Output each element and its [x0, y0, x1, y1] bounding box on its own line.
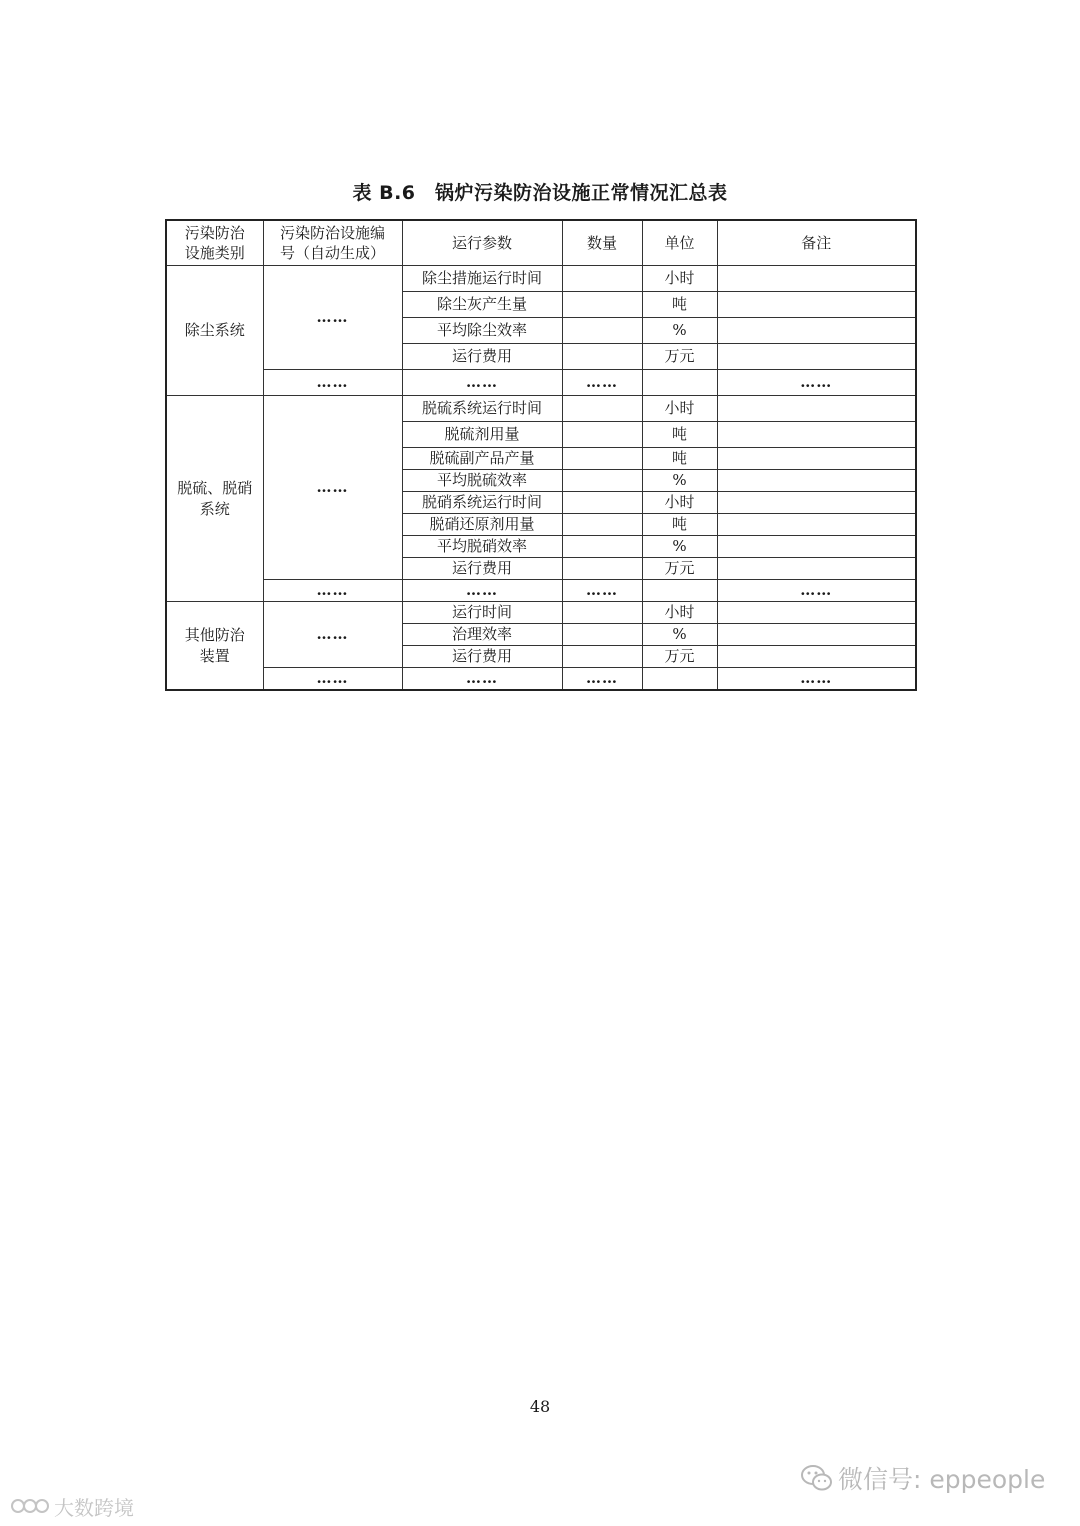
param-cell: 平均脱硫效率: [402, 470, 562, 492]
header-category: 污染防治设施类别: [166, 220, 263, 266]
code-cell: ……: [263, 668, 402, 691]
table-title: 表 B.6 锅炉污染防治设施正常情况汇总表: [352, 182, 728, 204]
unit-cell: [642, 668, 717, 691]
unit-cell: 万元: [642, 558, 717, 580]
table-row: [166, 266, 916, 292]
note-cell: ……: [717, 370, 916, 396]
param-cell: ……: [402, 580, 562, 602]
page-number: 48: [529, 1397, 551, 1416]
note-cell: [717, 396, 916, 422]
note-cell: ……: [717, 668, 916, 691]
header-note: 备注: [717, 220, 916, 266]
qty-cell: [562, 602, 642, 624]
note-cell: [717, 602, 916, 624]
bubble-icon: [10, 1494, 50, 1518]
header-qty: 数量: [562, 220, 642, 266]
unit-cell: 吨: [642, 292, 717, 318]
note-cell: [717, 344, 916, 370]
code-other: ……: [263, 602, 402, 668]
note-cell: [717, 492, 916, 514]
table-row: [166, 602, 916, 624]
code-desulf: ……: [263, 396, 402, 580]
qty-cell: [562, 448, 642, 470]
table-row-ellipsis: [166, 668, 916, 691]
unit-cell: 小时: [642, 492, 717, 514]
qty-cell: [562, 558, 642, 580]
summary-table-container: [165, 219, 915, 691]
param-cell: 脱硫副产品产量: [402, 448, 562, 470]
table-header-row: [166, 220, 916, 266]
qty-cell: [562, 536, 642, 558]
unit-cell: 吨: [642, 422, 717, 448]
code-cell: ……: [263, 580, 402, 602]
unit-cell: 小时: [642, 266, 717, 292]
qty-cell: [562, 514, 642, 536]
param-cell: 除尘灰产生量: [402, 292, 562, 318]
note-cell: [717, 318, 916, 344]
qty-cell: [562, 624, 642, 646]
unit-cell: 小时: [642, 396, 717, 422]
note-cell: [717, 624, 916, 646]
summary-table: [165, 219, 917, 691]
param-cell: 运行费用: [402, 646, 562, 668]
unit-cell: 小时: [642, 602, 717, 624]
table-row: [166, 396, 916, 422]
qty-cell: [562, 292, 642, 318]
unit-cell: %: [642, 470, 717, 492]
unit-cell: [642, 370, 717, 396]
table-row-ellipsis: [166, 580, 916, 602]
param-cell: 平均除尘效率: [402, 318, 562, 344]
note-cell: ……: [717, 580, 916, 602]
wechat-watermark-text: 微信号: eppeople: [838, 1465, 1046, 1494]
code-dust: ……: [263, 266, 402, 370]
note-cell: [717, 558, 916, 580]
note-cell: [717, 514, 916, 536]
wechat-icon: [800, 1463, 834, 1493]
param-cell: 脱硫剂用量: [402, 422, 562, 448]
param-cell: ……: [402, 370, 562, 396]
table-row-ellipsis: [166, 370, 916, 396]
note-cell: [717, 646, 916, 668]
param-cell: ……: [402, 668, 562, 691]
qty-cell: ……: [562, 668, 642, 691]
note-cell: [717, 536, 916, 558]
unit-cell: 万元: [642, 646, 717, 668]
unit-cell: 吨: [642, 514, 717, 536]
param-cell: 运行时间: [402, 602, 562, 624]
unit-cell: %: [642, 536, 717, 558]
code-cell: ……: [263, 370, 402, 396]
param-cell: 除尘措施运行时间: [402, 266, 562, 292]
unit-cell: 万元: [642, 344, 717, 370]
param-cell: 脱硫系统运行时间: [402, 396, 562, 422]
qty-cell: [562, 396, 642, 422]
category-other: 其他防治装置: [166, 602, 263, 691]
qty-cell: [562, 492, 642, 514]
note-cell: [717, 422, 916, 448]
param-cell: 运行费用: [402, 344, 562, 370]
param-cell: 脱硝系统运行时间: [402, 492, 562, 514]
qty-cell: [562, 646, 642, 668]
source-watermark-text: 大数跨境: [54, 1495, 134, 1520]
header-param: 运行参数: [402, 220, 562, 266]
category-desulf: 脱硫、脱硝系统: [166, 396, 263, 602]
header-unit: 单位: [642, 220, 717, 266]
source-watermark: [10, 1492, 134, 1520]
param-cell: 治理效率: [402, 624, 562, 646]
qty-cell: [562, 344, 642, 370]
qty-cell: [562, 422, 642, 448]
qty-cell: ……: [562, 580, 642, 602]
wechat-watermark: [800, 1460, 1045, 1496]
qty-cell: [562, 470, 642, 492]
note-cell: [717, 292, 916, 318]
category-dust: 除尘系统: [166, 266, 263, 396]
unit-cell: %: [642, 624, 717, 646]
qty-cell: [562, 266, 642, 292]
unit-cell: 吨: [642, 448, 717, 470]
param-cell: 运行费用: [402, 558, 562, 580]
param-cell: 脱硝还原剂用量: [402, 514, 562, 536]
qty-cell: [562, 318, 642, 344]
note-cell: [717, 470, 916, 492]
note-cell: [717, 266, 916, 292]
header-code: 污染防治设施编号（自动生成）: [263, 220, 402, 266]
unit-cell: %: [642, 318, 717, 344]
unit-cell: [642, 580, 717, 602]
param-cell: 平均脱硝效率: [402, 536, 562, 558]
note-cell: [717, 448, 916, 470]
qty-cell: ……: [562, 370, 642, 396]
